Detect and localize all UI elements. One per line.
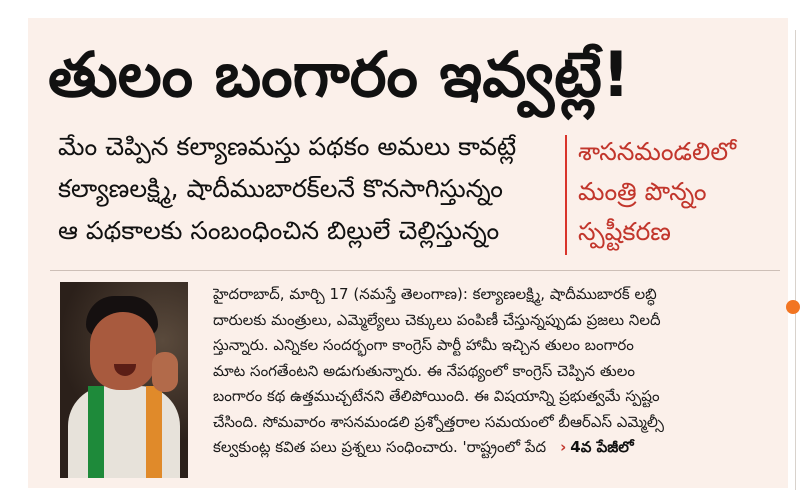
orange-dot-marker bbox=[786, 300, 800, 314]
body-line-1: హైదరాబాద్, మార్చి 17 (నమస్తే తెలంగాణ): కల్యాణలక్ష్మి, షాదీముబారక్ లబ్ధి bbox=[213, 285, 657, 303]
chevron-right-icon: › bbox=[560, 438, 567, 456]
body-line-7 bbox=[213, 435, 780, 461]
side-deck-line-1: శాసనమండలిలో bbox=[578, 137, 737, 166]
subhead-2: కల్యాణలక్ష్మి, షాదీముబారక్‌లనే కొనసాగిస్తున్నం bbox=[58, 174, 503, 203]
page-edge bbox=[792, 0, 800, 501]
continuation-link[interactable] bbox=[560, 435, 634, 461]
side-deck-line-3: స్పష్టీకరణ bbox=[578, 217, 671, 246]
headline: తులం బంగారం ఇవ్వట్లే! bbox=[48, 38, 631, 111]
article-body bbox=[213, 282, 780, 461]
side-deck bbox=[578, 132, 778, 252]
body-line-2: దారులకు మంత్రులు, ఎమ్మెల్యేలు చెక్కులు పంపిణీ చేస్తున్నప్పుడు ప్రజలు నిలదీ bbox=[213, 310, 661, 329]
subhead-3: ఆ పథకాలకు సంబంధించిన బిల్లులే చెల్లిస్తున్నం bbox=[58, 216, 500, 245]
subhead-1: మేం చెప్పిన కల్యాణమస్తు పథకం అమలు కావట్లే bbox=[58, 132, 517, 161]
page-edge-line bbox=[795, 30, 796, 490]
body-line-4: మాట సంగతేంటని అడుగుతున్నారు. ఈ నేపథ్యంలో కాంగ్రెస్ చెప్పిన తులం bbox=[213, 361, 635, 380]
side-deck-line-2: మంత్రి పొన్నం bbox=[578, 177, 707, 206]
body-line-6: చేసింది. సోమవారం శాసనమండలి ప్రశ్నోత్తరాల సమయంలో బీఆర్‌ఎస్ ఎమ్మెల్సీ bbox=[213, 412, 664, 431]
subheads bbox=[58, 128, 558, 254]
vertical-rule bbox=[565, 135, 567, 255]
minister-photo bbox=[60, 282, 188, 478]
continuation-label: 4వ పేజీలో bbox=[570, 438, 634, 456]
section-divider bbox=[50, 270, 780, 271]
body-line-7-text: కల్వకుంట్ల కవిత పలు ప్రశ్నలు సంధించారు. 'రాష్ట్రంలో పేద bbox=[213, 438, 547, 456]
body-line-3: స్తున్నారు. ఎన్నికల సందర్భంగా కాంగ్రెస్ పార్టీ హామీ ఇచ్చిన తులం బంగారం bbox=[213, 336, 634, 354]
body-line-5: బంగారం కథ ఉత్తముచ్చటేనని తేలిపోయింది. ఈ విషయాన్ని ప్రభుత్వమే స్పష్టం bbox=[213, 387, 660, 405]
